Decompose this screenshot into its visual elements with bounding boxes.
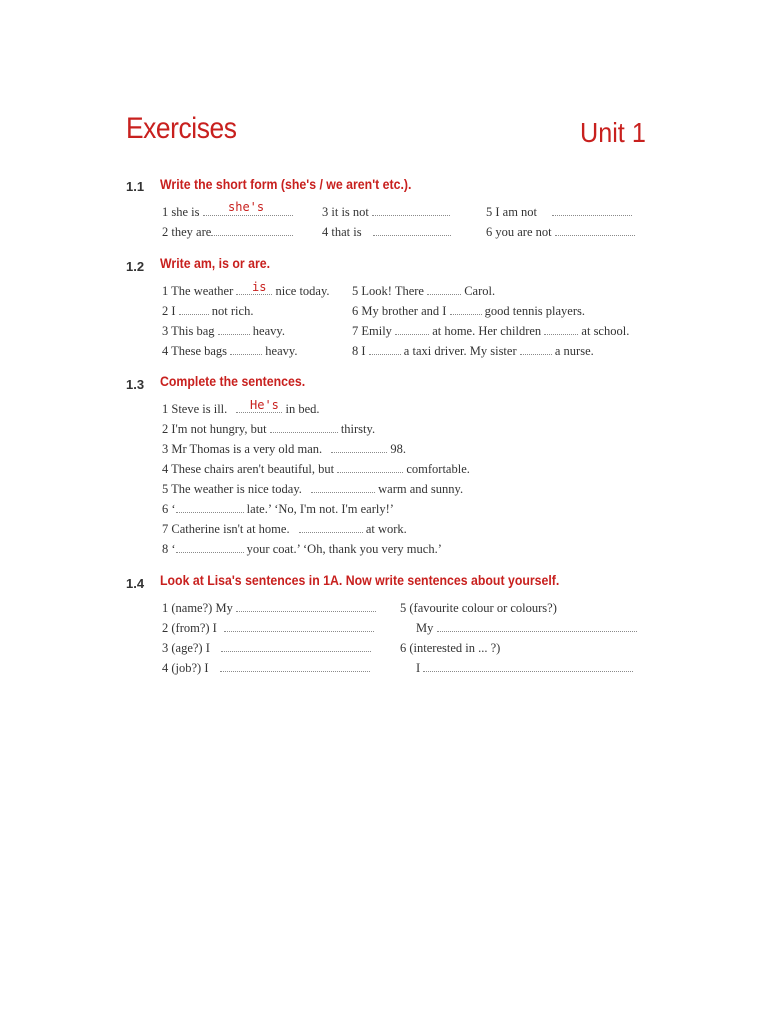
exercise-item: 6 (interested in ... ?)	[400, 641, 501, 655]
section-number: 1.4	[126, 576, 145, 591]
exercise-item: 3 Mr Thomas is a very old man. 98.	[162, 442, 407, 456]
unit-label: Unit 1	[580, 117, 646, 148]
exercise-item: 8 ‘ your coat.’ ‘Oh, thank you very much.’	[162, 542, 442, 556]
exercise-item: 2 they are	[162, 225, 293, 240]
exercise-item: 1 Steve is ill. in bed.	[162, 402, 320, 416]
exercise-item: 7 Catherine isn't at home. at work.	[162, 522, 407, 536]
section-instruction: Write am, is or are.	[160, 255, 271, 271]
exercise-item: 1 The weather nice today.	[162, 284, 330, 298]
page-title: Exercises	[126, 112, 237, 145]
section-instruction: Write the short form (she's / we aren't etc.).	[160, 176, 412, 192]
exercise-item: 2 I not rich.	[162, 304, 254, 318]
section-number: 1.3	[126, 377, 145, 392]
exercise-item: 4 that is	[322, 225, 451, 240]
exercise-item: 2 I'm not hungry, but thirsty.	[162, 422, 376, 436]
exercise-item: 6 My brother and I good tennis players.	[352, 304, 586, 318]
exercise-item: 3 it is not	[322, 205, 450, 220]
exercise-item: 1 (name?) My	[162, 601, 376, 616]
exercise-item: 4 These bags heavy.	[162, 344, 298, 358]
exercise-item: 7 Emily at home. Her children at school.	[352, 324, 630, 338]
exercise-item: 2 (from?) I	[162, 621, 374, 636]
exercise-item: 5 Look! There Carol.	[352, 284, 496, 298]
exercise-item: 5 The weather is nice today. warm and sunny.	[162, 482, 464, 496]
exercise-item: 1 she is	[162, 205, 293, 220]
exercise-item: 3 (age?) I	[162, 641, 371, 656]
exercise-item: 6 ‘ late.’ ‘No, I'm not. I'm early!’	[162, 502, 394, 516]
handwritten-answer: He's	[250, 398, 279, 412]
section-instruction: Look at Lisa's sentences in 1A. Now write sentences about yourself.	[160, 572, 560, 588]
exercise-item: 8 I a taxi driver. My sister a nurse.	[352, 344, 594, 358]
handwritten-answer: she's	[228, 200, 265, 214]
exercise-item: 4 These chairs aren't beautiful, but comfortable.	[162, 462, 470, 476]
exercise-item: I	[416, 661, 633, 676]
exercise-item: 5 I am not	[486, 205, 632, 220]
exercise-item: 6 you are not	[486, 225, 635, 240]
section-instruction: Complete the sentences.	[160, 373, 306, 389]
exercise-item: 4 (job?) I	[162, 661, 370, 676]
exercise-item: 5 (favourite colour or colours?)	[400, 601, 557, 615]
section-number: 1.1	[126, 179, 145, 194]
section-number: 1.2	[126, 259, 145, 274]
exercise-item: 3 This bag heavy.	[162, 324, 285, 338]
exercise-item: My	[416, 621, 637, 636]
handwritten-answer: is	[252, 280, 267, 294]
